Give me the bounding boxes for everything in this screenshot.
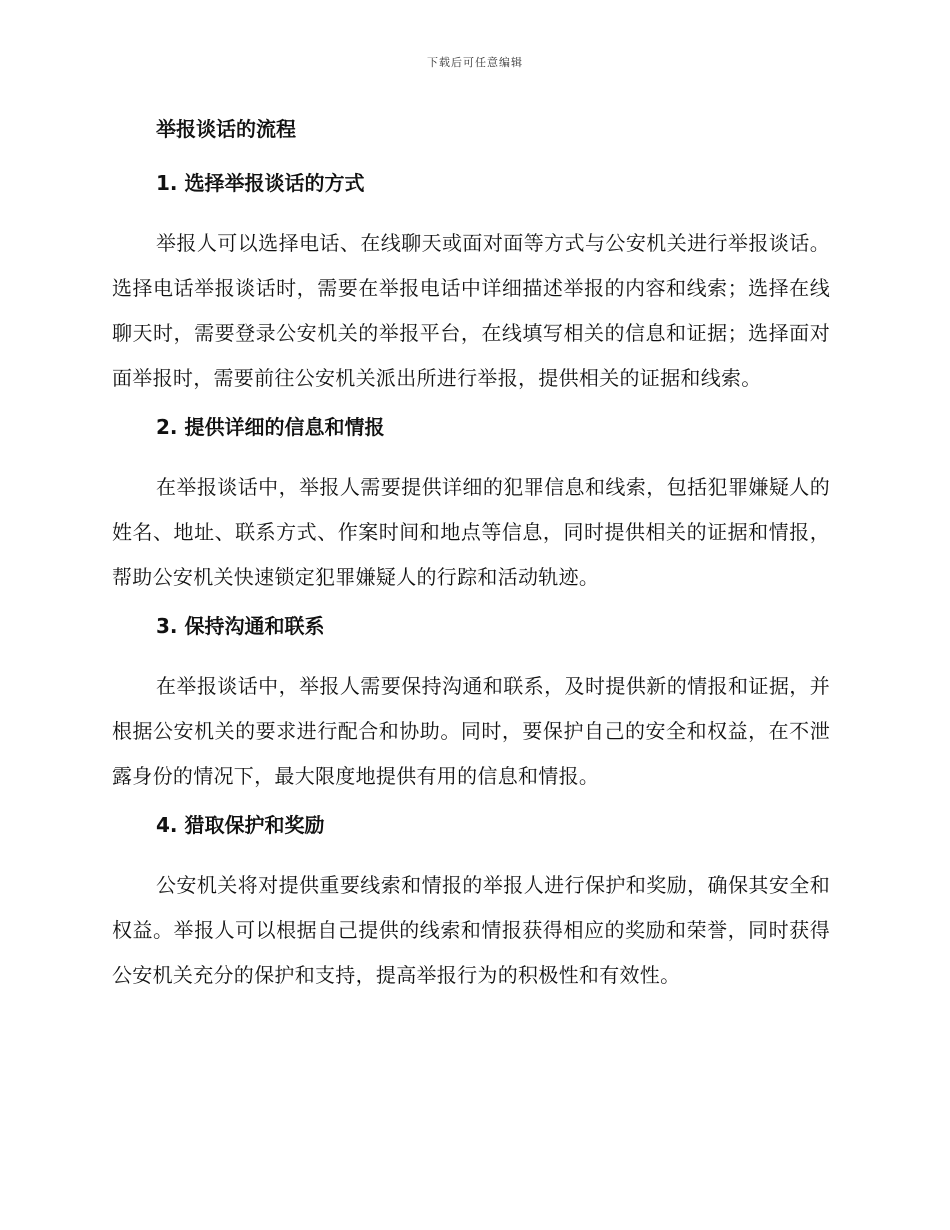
document-title: 举报谈话的流程 (156, 117, 296, 141)
section-paragraph-2: 在举报谈话中，举报人需要提供详细的犯罪信息和线索，包括犯罪嫌疑人的姓名、地址、联系方式、作案时间和地点等信息，同时提供相关的证据和情报，帮助公安机关快速锁定犯罪嫌疑人的行踪和活动轨迹。 (112, 475, 830, 589)
section-heading-1: 1. 选择举报谈话的方式 (156, 171, 365, 195)
document-body (112, 113, 830, 1008)
header-note: 下载后可任意编辑 (427, 56, 523, 69)
section-paragraph-4: 公安机关将对提供重要线索和情报的举报人进行保护和奖励，确保其安全和权益。举报人可以根据自己提供的线索和情报获得相应的奖励和荣誉，同时获得公安机关充分的保护和支持，提高举报行为的积极性和有效性。 (112, 873, 830, 987)
section-paragraph-3: 在举报谈话中，举报人需要保持沟通和联系，及时提供新的情报和证据，并根据公安机关的要求进行配合和协助。同时，要保护自己的安全和权益，在不泄露身份的情况下，最大限度地提供有用的信息和情报。 (112, 674, 830, 788)
section-heading-3: 3. 保持沟通和联系 (156, 614, 325, 638)
section-heading-4: 4. 猎取保护和奖励 (156, 813, 325, 837)
section-heading-2: 2. 提供详细的信息和情报 (156, 415, 385, 439)
section-paragraph-1: 举报人可以选择电话、在线聊天或面对面等方式与公安机关进行举报谈话。选择电话举报谈话时，需要在举报电话中详细描述举报的内容和线索；选择在线聊天时，需要登录公安机关的举报平台，在线填写相关的信息和证据；选择面对面举报时，需要前往公安机关派出所进行举报，提供相关的证据和线索。 (112, 231, 830, 390)
